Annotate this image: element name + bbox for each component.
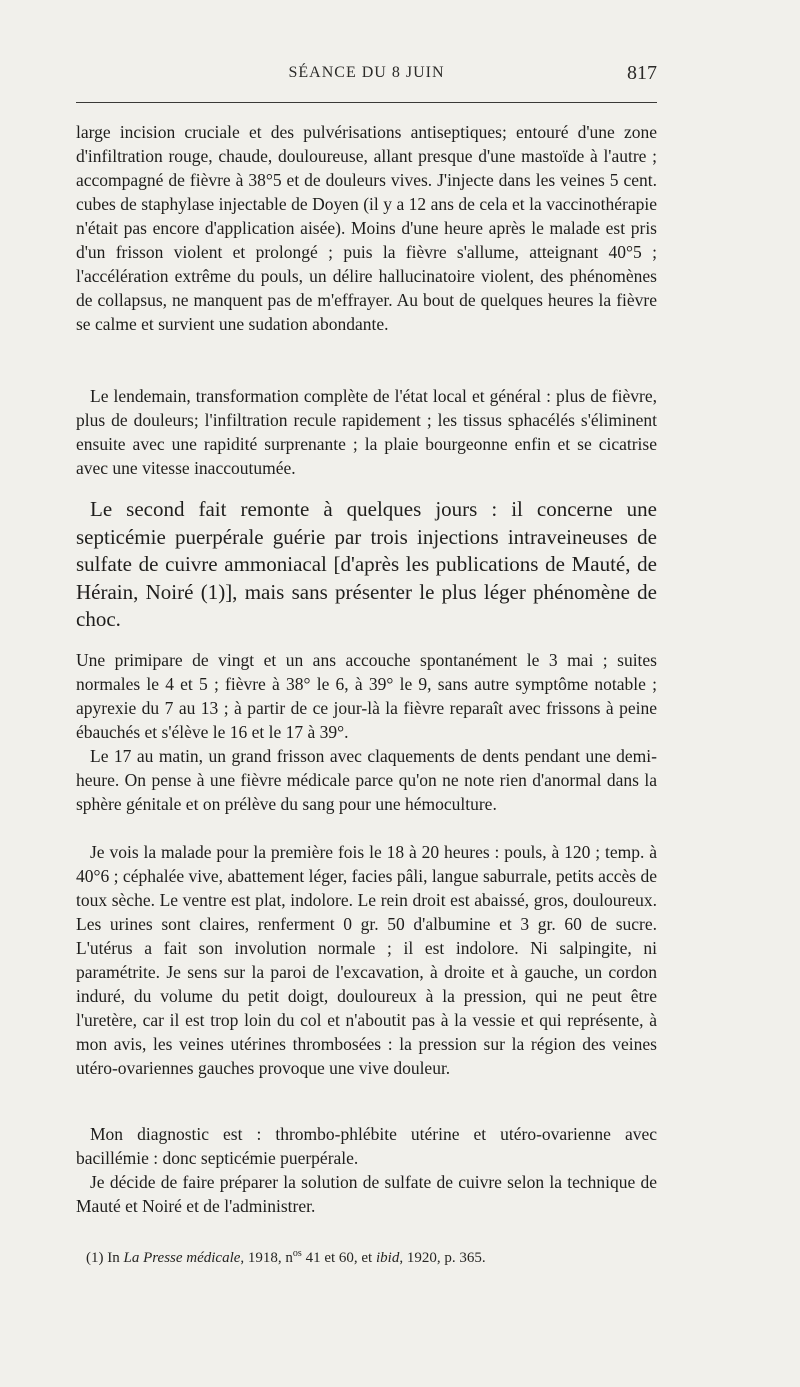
footnote-ibid: ibid [375, 1250, 400, 1266]
footnote-journal: La Presse médicale [123, 1250, 241, 1266]
paragraph-8: Je décide de faire préparer la solution de sulfate de cuivre selon la technique de Mauté et Noiré et de l'administrer. [76, 1172, 657, 1216]
paragraph-4: Une primipare de vingt et un ans accouche spontanément le 3 mai ; suites normales le 4 et 5 ; fièvre à 38° le 6, à 39° le 9, sans autre symptôme notable ; apyrexie du 7 au 13 ; à partir de ce jour-là la fièvre reparaît avec frissons à peine ébauchés et s'élève le 16 et le 17 à 39°. [76, 650, 657, 742]
book-page [76, 0, 657, 1387]
running-title: SÉANCE DU 8 JUIN [288, 64, 445, 81]
footnote [86, 1245, 486, 1267]
page-header [76, 62, 657, 90]
page-number: 817 [627, 62, 657, 84]
paragraph-7: Mon diagnostic est : thrombo-phlébite utérine et utéro-ovarienne avec bacillémie : donc septicémie puerpérale. [76, 1124, 657, 1168]
paragraph-6: Je vois la malade pour la première fois le 18 à 20 heures : pouls, à 120 ; temp. à 40°6 ; céphalée vive, abattement léger, facies pâli, langue saburrale, petits accès de toux sèche. Le ventre est plat, indolore. Le rein droit est abaissé, gros, douloureux. Les urines sont claires, renferment 0 gr. 50 d'albumine et 3 gr. 60 de sucre. L'utérus a fait son involution normale ; il est indolore. Ni salpingite, ni paramétrite. Je sens sur la paroi de l'excavation, à droite et à gauche, un cordon induré, du volume du petit doigt, douloureux à la pression, qui ne peut être l'uretère, car il est trop loin du col et n'aboutit pas à la vessie et qui représente, à mon avis, les veines utérines thrombosées : la pression sur la région des veines utéro-ovariennes gauches provoque une vive douleur. [76, 842, 657, 1078]
header-rule [76, 102, 657, 103]
paragraph-2: Le lendemain, transformation complète de l'état local et général : plus de fièvre, plus de douleurs; l'infiltration recule rapidement ; les tissus sphacélés s'éliminent ensuite avec une rapidité surprenante ; la plaie bourgeonne enfin et se cicatrise avec une vitesse inaccoutumée. [76, 386, 657, 478]
footnote-marker: (1) In [86, 1250, 124, 1266]
paragraph-5: Le 17 au matin, un grand frisson avec claquements de dents pendant une demi-heure. On pense à une fièvre médicale parce qu'on ne note rien d'anormal dans la sphère génitale et on prélève du sang pour une hémoculture. [76, 746, 657, 814]
footnote-mid: , 1918, n [240, 1250, 293, 1266]
footnote-rest: 41 et 60, et [301, 1250, 376, 1266]
footnote-end: , 1920, p. 365. [399, 1250, 486, 1266]
footnote-sup: os [292, 1248, 302, 1259]
paragraph-1: large incision cruciale et des pulvérisations antiseptiques; entouré d'une zone d'infiltration rouge, chaude, douloureuse, allant presque d'une mastoïde à l'autre ; accompagné de fièvre à 38°5 et de douleurs vives. J'injecte dans les veines 5 cent. cubes de staphylase injectable de Doyen (il y a 12 ans de cela et la vaccinothérapie n'était pas encore d'application aisée). Moins d'une heure après le malade est pris d'un frisson violent et prolongé ; puis la fièvre s'allume, atteignant 40°5 ; l'accélération extrême du pouls, un délire hallucinatoire violent, des phénomènes de collapsus, ne manquent pas de m'effrayer. Au bout de quelques heures la fièvre se calme et survient une sudation abondante. [76, 122, 657, 334]
paragraph-3: Le second fait remonte à quelques jours : il concerne une septicémie puerpérale guérie par trois injections intraveineuses de sulfate de cuivre ammoniacal [d'après les publications de Mauté, de Hérain, Noiré (1)], mais sans présenter le plus léger phénomène de choc. [76, 497, 657, 631]
